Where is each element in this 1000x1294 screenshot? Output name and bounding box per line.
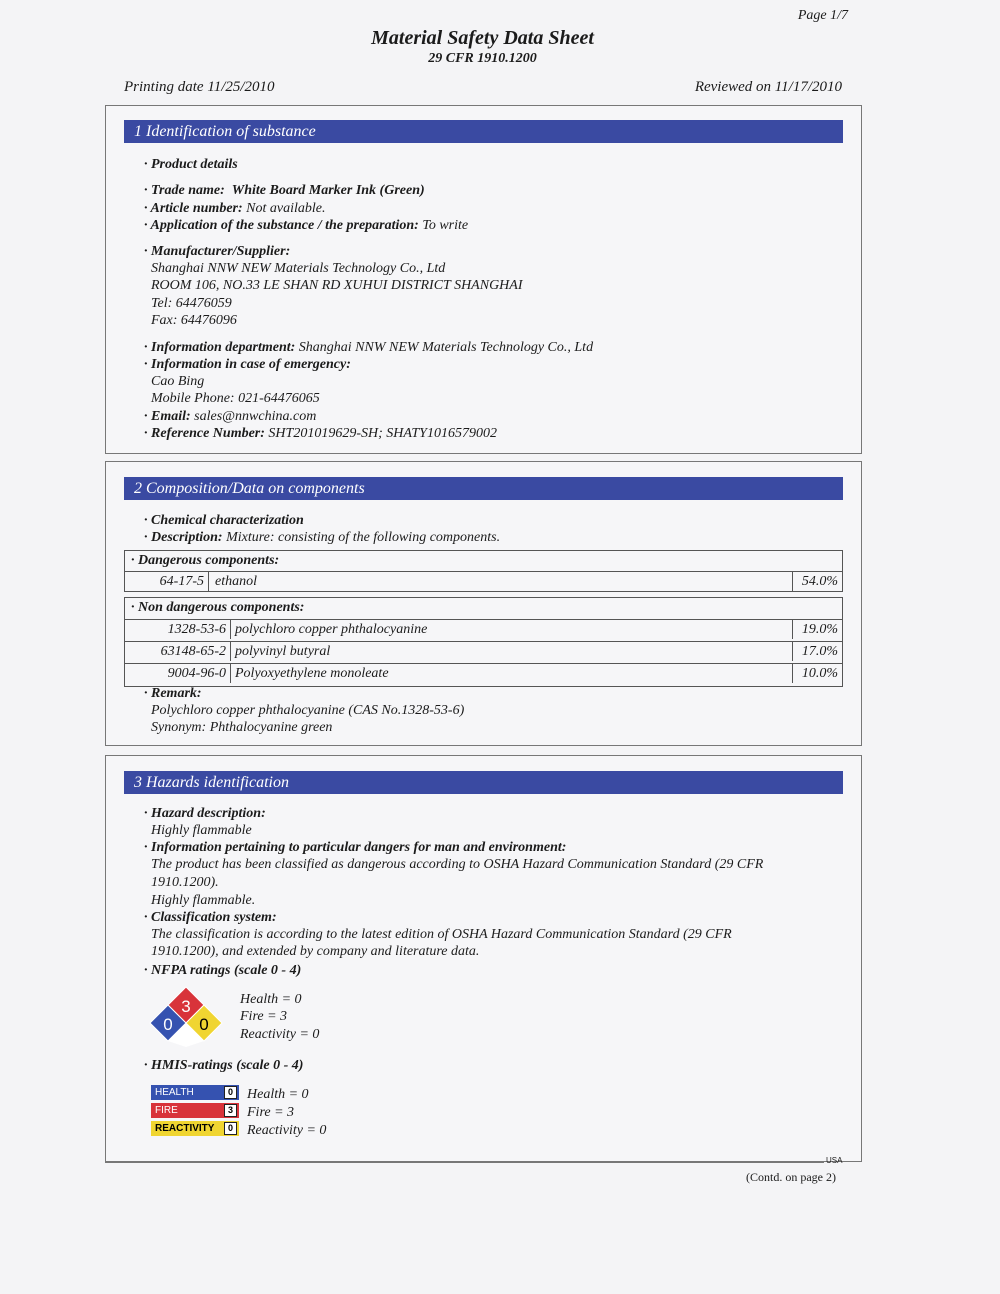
- info-department-value: Shanghai NNW NEW Materials Technology Co., Ltd: [298, 340, 594, 355]
- table-row: [125, 663, 842, 683]
- printing-date: Printing date 11/25/2010: [124, 79, 275, 95]
- remark-cas: Polychloro copper phthalocyanine (CAS No.1328-53-6): [151, 703, 465, 718]
- application-line: [144, 218, 468, 234]
- section-identification: [105, 105, 862, 454]
- trade-name-line: [144, 183, 425, 199]
- table-row: [125, 641, 842, 661]
- reference-value: SHT201019629-SH; SHATY1016579002: [268, 426, 497, 441]
- footer-divider: [105, 1162, 824, 1163]
- dangers-info-line: Highly flammable.: [151, 893, 256, 908]
- reviewed-date: Reviewed on 11/17/2010: [694, 79, 842, 95]
- section-composition: [105, 461, 862, 746]
- cas-number: 63148-65-2: [125, 642, 231, 661]
- document-subtitle: 29 CFR 1910.1200: [428, 51, 537, 66]
- description-value: Mixture: consisting of the following components.: [226, 530, 501, 545]
- nfpa-diamond-icon: [149, 986, 223, 1048]
- chemical-characterization-label: · Chemical characterization: [144, 513, 304, 528]
- component-name: polyvinyl butyral: [235, 644, 331, 659]
- nfpa-health: Health = 0: [240, 992, 302, 1007]
- application-label: · Application of the substance / the preparation:: [144, 218, 419, 233]
- classification-label: · Classification system:: [144, 910, 277, 925]
- section-heading: 1 Identification of substance: [124, 120, 843, 143]
- classification-line: 1910.1200), and extended by company and literature data.: [151, 944, 480, 959]
- hmis-fire-value: 3: [224, 1104, 237, 1117]
- component-percent: 19.0%: [792, 620, 842, 639]
- section-heading: 2 Composition/Data on components: [124, 477, 843, 500]
- hmis-reactivity-label: REACTIVITY: [155, 1123, 215, 1134]
- document-title: Material Safety Data Sheet: [371, 27, 594, 49]
- component-name: ethanol: [215, 574, 257, 589]
- reference-line: [144, 426, 497, 442]
- manufacturer-tel: Tel: 64476059: [151, 296, 232, 311]
- dangers-info-label: · Information pertaining to particular dangers for man and environment:: [144, 840, 567, 855]
- emergency-label: · Information in case of emergency:: [144, 357, 351, 372]
- footer-region: USA: [826, 1156, 843, 1165]
- nfpa-health-value: 0: [163, 1015, 173, 1034]
- emergency-contact: Cao Bing: [151, 374, 205, 389]
- article-number-value: Not available.: [246, 201, 326, 216]
- classification-line: The classification is according to the latest edition of OSHA Hazard Communication Standard (29 CFR: [151, 927, 732, 942]
- nfpa-reactivity-value: 0: [199, 1015, 209, 1034]
- manufacturer-label: · Manufacturer/Supplier:: [144, 244, 291, 259]
- application-value: To write: [422, 218, 469, 233]
- component-name: Polyoxyethylene monoleate: [235, 666, 389, 681]
- hmis-fire-bar: [151, 1103, 239, 1118]
- trade-name-label: · Trade name:: [144, 183, 225, 198]
- manufacturer-address: ROOM 106, NO.33 LE SHAN RD XUHUI DISTRICT SHANGHAI: [151, 278, 523, 293]
- hmis-reactivity-value: 0: [224, 1122, 237, 1135]
- trade-name-value: White Board Marker Ink (Green): [231, 183, 425, 198]
- remark-label: · Remark:: [144, 686, 202, 701]
- non-dangerous-components-header: · Non dangerous components:: [131, 600, 305, 615]
- hmis-health-bar: [151, 1085, 239, 1100]
- hmis-label-icon: [151, 1085, 241, 1139]
- hmis-label: · HMIS-ratings (scale 0 - 4): [144, 1058, 304, 1073]
- hmis-fire: Fire = 3: [247, 1105, 295, 1120]
- hmis-reactivity: Reactivity = 0: [247, 1123, 327, 1138]
- reference-label: · Reference Number:: [144, 426, 265, 441]
- hmis-health: Health = 0: [247, 1087, 309, 1102]
- dangers-info-line: The product has been classified as dangerous according to OSHA Hazard Communication Standard (29 CFR: [151, 857, 764, 872]
- cas-number: 64-17-5: [125, 572, 209, 591]
- info-department-line: [144, 340, 593, 356]
- email-label: · Email:: [144, 409, 191, 424]
- hmis-health-label: HEALTH: [155, 1087, 194, 1098]
- hmis-reactivity-bar: [151, 1121, 239, 1136]
- dangerous-components-table: [124, 550, 843, 592]
- info-department-label: · Information department:: [144, 340, 296, 355]
- article-number-line: [144, 201, 325, 217]
- nfpa-label: · NFPA ratings (scale 0 - 4): [144, 963, 302, 978]
- section-hazards: [105, 755, 862, 1162]
- non-dangerous-components-table: [124, 597, 843, 687]
- section-heading: 3 Hazards identification: [124, 771, 843, 794]
- product-details-label: · Product details: [144, 157, 238, 172]
- nfpa-fire: Fire = 3: [240, 1009, 288, 1024]
- page-number: Page 1/7: [797, 8, 848, 23]
- cas-number: 9004-96-0: [125, 664, 231, 683]
- manufacturer-fax: Fax: 64476096: [151, 313, 237, 328]
- dangerous-components-header: · Dangerous components:: [131, 553, 280, 568]
- table-row: [125, 571, 842, 591]
- nfpa-fire-value: 3: [181, 997, 191, 1016]
- cas-number: 1328-53-6: [125, 620, 231, 639]
- nfpa-reactivity: Reactivity = 0: [240, 1027, 320, 1042]
- dangers-info-line: 1910.1200).: [151, 875, 219, 890]
- hmis-fire-label: FIRE: [155, 1105, 178, 1116]
- emergency-phone: Mobile Phone: 021-64476065: [151, 391, 320, 406]
- component-percent: 54.0%: [792, 572, 842, 591]
- article-number-label: · Article number:: [144, 201, 243, 216]
- component-percent: 17.0%: [792, 642, 842, 661]
- description-label: · Description:: [144, 530, 223, 545]
- email-value: sales@nnwchina.com: [194, 409, 317, 424]
- manufacturer-name: Shanghai NNW NEW Materials Technology Co., Ltd: [151, 261, 446, 276]
- component-name: polychloro copper phthalocyanine: [235, 622, 428, 637]
- table-row: [125, 619, 842, 639]
- email-line: [144, 409, 316, 425]
- remark-synonym: Synonym: Phthalocyanine green: [151, 720, 333, 735]
- component-percent: 10.0%: [792, 664, 842, 683]
- hazard-description-value: Highly flammable: [151, 823, 252, 838]
- description-line: [144, 530, 500, 546]
- hazard-description-label: · Hazard description:: [144, 806, 266, 821]
- continued-note: (Contd. on page 2): [746, 1170, 836, 1184]
- hmis-health-value: 0: [224, 1086, 237, 1099]
